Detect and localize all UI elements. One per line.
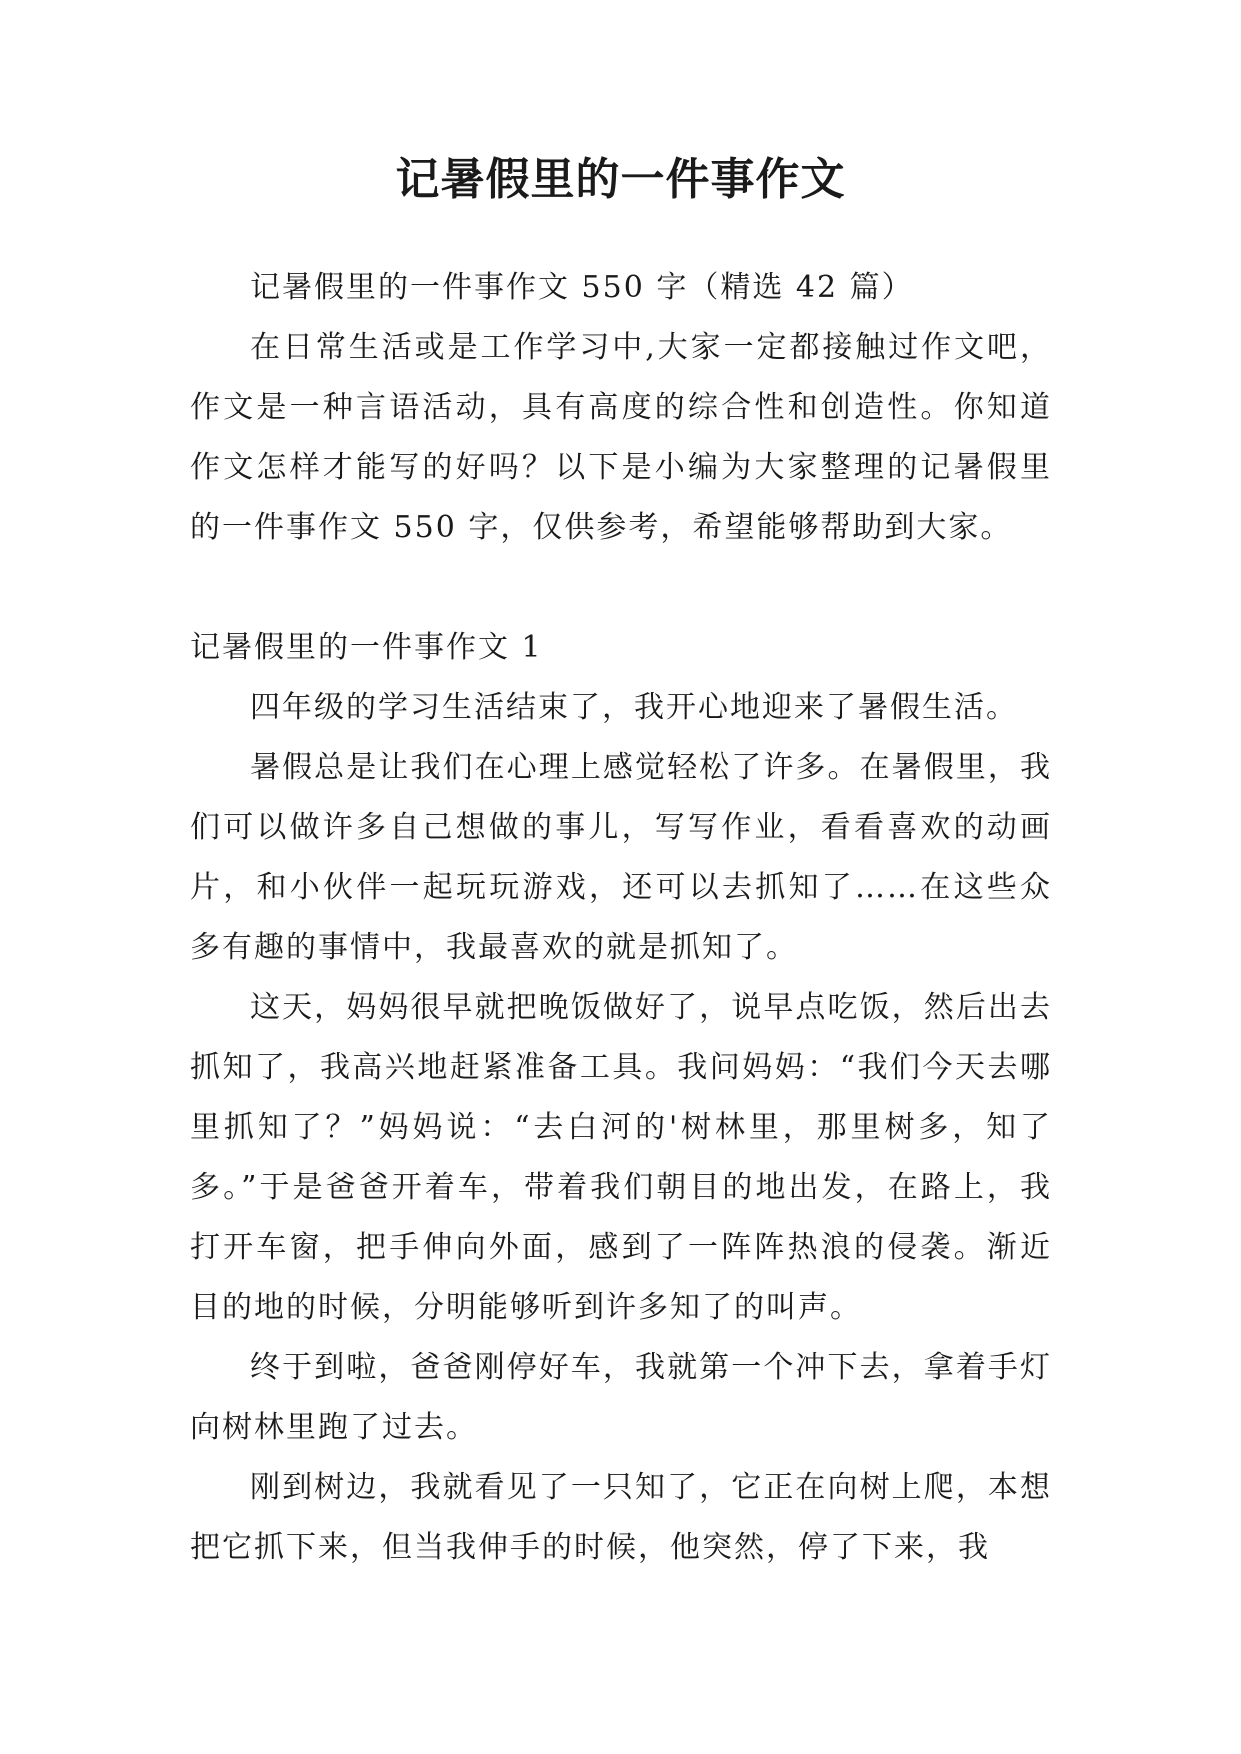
section-heading: 记暑假里的一件事作文 1	[190, 630, 543, 665]
body-paragraph: 暑假总是让我们在心理上感觉轻松了许多。在暑假里，我们可以做许多自己想做的事儿，写写作业，看看喜欢的动画片，和小伙伴一起玩玩游戏，还可以去抓知了……在这些众多有趣的事情中，我最喜欢的就是抓知了。	[190, 750, 1052, 965]
document-title: 记暑假里的一件事作文	[395, 154, 846, 205]
document-subtitle: 记暑假里的一件事作文 550 字（精选 42 篇）	[250, 270, 914, 305]
intro-paragraph: 在日常生活或是工作学习中,大家一定都接触过作文吧，作文是一种言语活动，具有高度的综合性和创造性。你知道作文怎样才能写的好吗？以下是小编为大家整理的记暑假里的一件事作文 550 字，仅供参考，希望能够帮助到大家。	[190, 330, 1052, 545]
body-paragraph: 这天，妈妈很早就把晚饭做好了，说早点吃饭，然后出去抓知了，我高兴地赶紧准备工具。我问妈妈：“我们今天去哪里抓知了？”妈妈说：“去白河的'树林里，那里树多，知了多。”于是爸爸开着车，带着我们朝目的地出发，在路上，我打开车窗，把手伸向外面，感到了一阵阵热浪的侵袭。渐近目的地的时候，分明能够听到许多知了的叫声。	[190, 990, 1052, 1325]
body-paragraph: 四年级的学习生活结束了，我开心地迎来了暑假生活。	[250, 690, 1018, 725]
document-body	[190, 258, 1052, 1578]
body-paragraph: 刚到树边，我就看见了一只知了，它正在向树上爬，本想把它抓下来，但当我伸手的时候，他突然，停了下来，我	[190, 1470, 1052, 1565]
body-paragraph: 终于到啦，爸爸刚停好车，我就第一个冲下去，拿着手灯向树林里跑了过去。	[190, 1350, 1052, 1445]
